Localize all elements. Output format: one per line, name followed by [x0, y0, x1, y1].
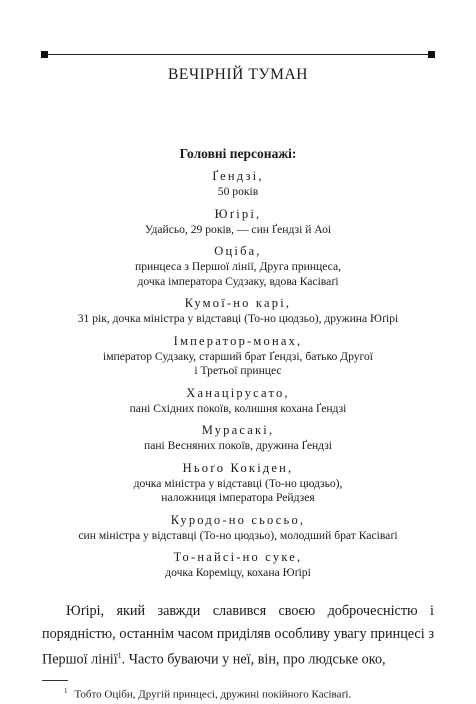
body-paragraph: [42, 600, 434, 671]
body-text: . Часто буваючи у неї, він, про людське око,: [121, 651, 386, 668]
character-entry: [0, 333, 476, 379]
character-description: дочка Кореміцу, кохана Юґірі: [165, 566, 311, 579]
footnote-reference[interactable]: 1: [117, 651, 122, 660]
character-name: Мурасакі,: [201, 423, 275, 437]
character-description: принцеса з Першої лінії, Друга принцеса,: [135, 260, 341, 273]
character-description: син міністра у відставці (То-но цюдзьо), молодший брат Касіваґі: [78, 528, 398, 542]
character-entry: [0, 385, 476, 417]
character-entry: [0, 206, 476, 238]
header-rule: [42, 54, 434, 55]
character-description: наложниця імператора Рейдзея: [161, 491, 315, 504]
character-name: То-найсі-но суке,: [173, 550, 303, 564]
footnote-rule: [42, 680, 68, 681]
character-description: Удайсьо, 29 років, — син Ґендзі й Аоі: [144, 222, 332, 236]
character-entry: [0, 512, 476, 544]
character-entry: [0, 243, 476, 289]
cast-title: Головні персонажі:: [179, 146, 297, 161]
character-name: Кумої-но карі,: [184, 296, 292, 310]
character-name: Імператор-монах,: [173, 333, 303, 348]
character-entry: [0, 422, 476, 454]
footnote: [64, 684, 351, 702]
character-entry: [0, 168, 476, 200]
character-description: пані Східних покоїв, колишня кохана Ґендзі: [129, 401, 347, 415]
character-description: дочка міністра у відставці (То-но цюдзьо),: [133, 476, 343, 490]
character-name: Ґендзі,: [212, 169, 264, 183]
character-entry: [0, 460, 476, 506]
character-description: дочка імператора Судзаку, вдова Касіваґі: [137, 274, 339, 288]
character-name: Ньоґо Кокіден,: [182, 460, 294, 475]
character-description: пані Весняних покоїв, дружина Ґендзі: [143, 439, 333, 452]
character-name: Ханацірусато,: [186, 385, 290, 400]
character-description: імператор Судзаку, старший брат Ґендзі, батько Другої: [102, 349, 374, 363]
character-description: 31 рік, дочка міністра у відставці (То-но цюдзьо), дружина Юґірі: [77, 312, 399, 325]
cast-list: [0, 168, 476, 587]
character-description: 50 років: [217, 185, 259, 198]
footnote-text: Тобто Оціби, Другій принцесі, дружині покійного Касіваґі.: [74, 688, 352, 701]
character-description: і Третьої принцес: [194, 364, 282, 377]
body-text: Юґірі, який завжди славився своєю доброчесністю і порядністю, останнім часом приділяв особливу увагу принцесі з Першої лінії: [42, 603, 434, 668]
character-name: Куродо-но сьосьо,: [170, 512, 306, 527]
footnote-number: 1: [64, 687, 68, 695]
character-name: Юґірі,: [214, 206, 262, 221]
character-entry: [0, 549, 476, 581]
running-head: ВЕЧІРНІЙ ТУМАН: [167, 66, 309, 83]
character-entry: [0, 295, 476, 327]
character-name: Оціба,: [214, 244, 262, 258]
